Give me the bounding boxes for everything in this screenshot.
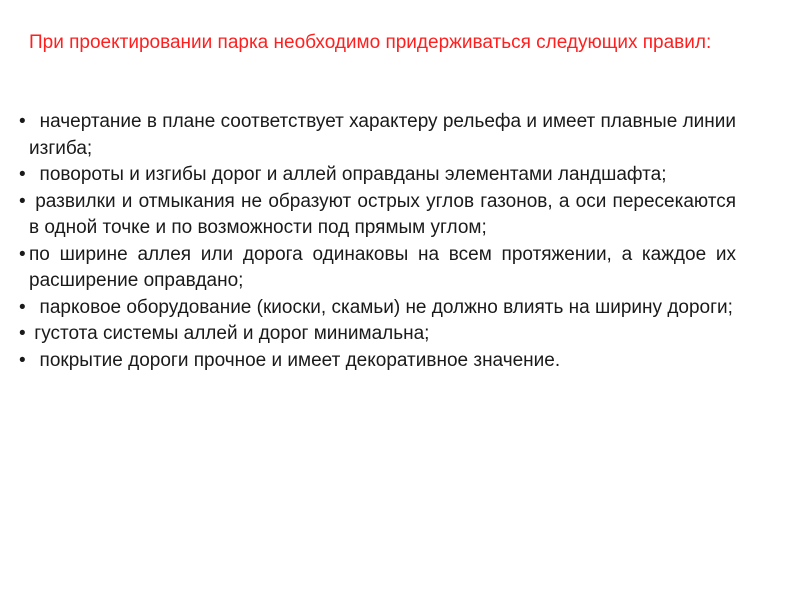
rule-item [19, 109, 736, 162]
rule-text: покрытие дороги прочное и имеет декоративное значение. [29, 349, 561, 371]
rule-text: густота системы аллей и дорог минимальна; [29, 323, 430, 344]
rule-text: по ширине аллея или дорога одинаковы на всем протяжении, а каждое их расширение оправдано; [29, 243, 736, 291]
rule-item [19, 162, 736, 189]
rule-text: парковое оборудование (киоски, скамьи) не должно влиять на ширину дороги; [29, 296, 733, 318]
bullet-icon: • [19, 111, 26, 132]
bullet-icon: • [19, 243, 26, 265]
intro-text: При проектировании парка необходимо придерживаться следующих правил: [29, 32, 712, 53]
bullet-icon: • [19, 296, 26, 318]
rule-item [19, 242, 736, 295]
rule-text: начертание в плане соответствует характеру рельефа и имеет плавные линии изгиба; [29, 111, 736, 159]
bullet-icon: • [19, 164, 26, 185]
bullet-icon: • [19, 323, 26, 344]
rule-item [19, 321, 736, 348]
rule-item [19, 189, 736, 242]
rule-item [19, 348, 736, 375]
rules-list [19, 109, 736, 374]
rule-text: повороты и изгибы дорог и аллей оправданы элементами ландшафта; [29, 164, 667, 185]
bullet-icon: • [19, 349, 26, 371]
rule-text: развилки и отмыкания не образуют острых углов газонов, а оси пересекаются в одной точке и по возможности под прямым углом; [29, 190, 736, 238]
bullet-icon: • [19, 190, 26, 212]
rule-item [19, 295, 736, 322]
